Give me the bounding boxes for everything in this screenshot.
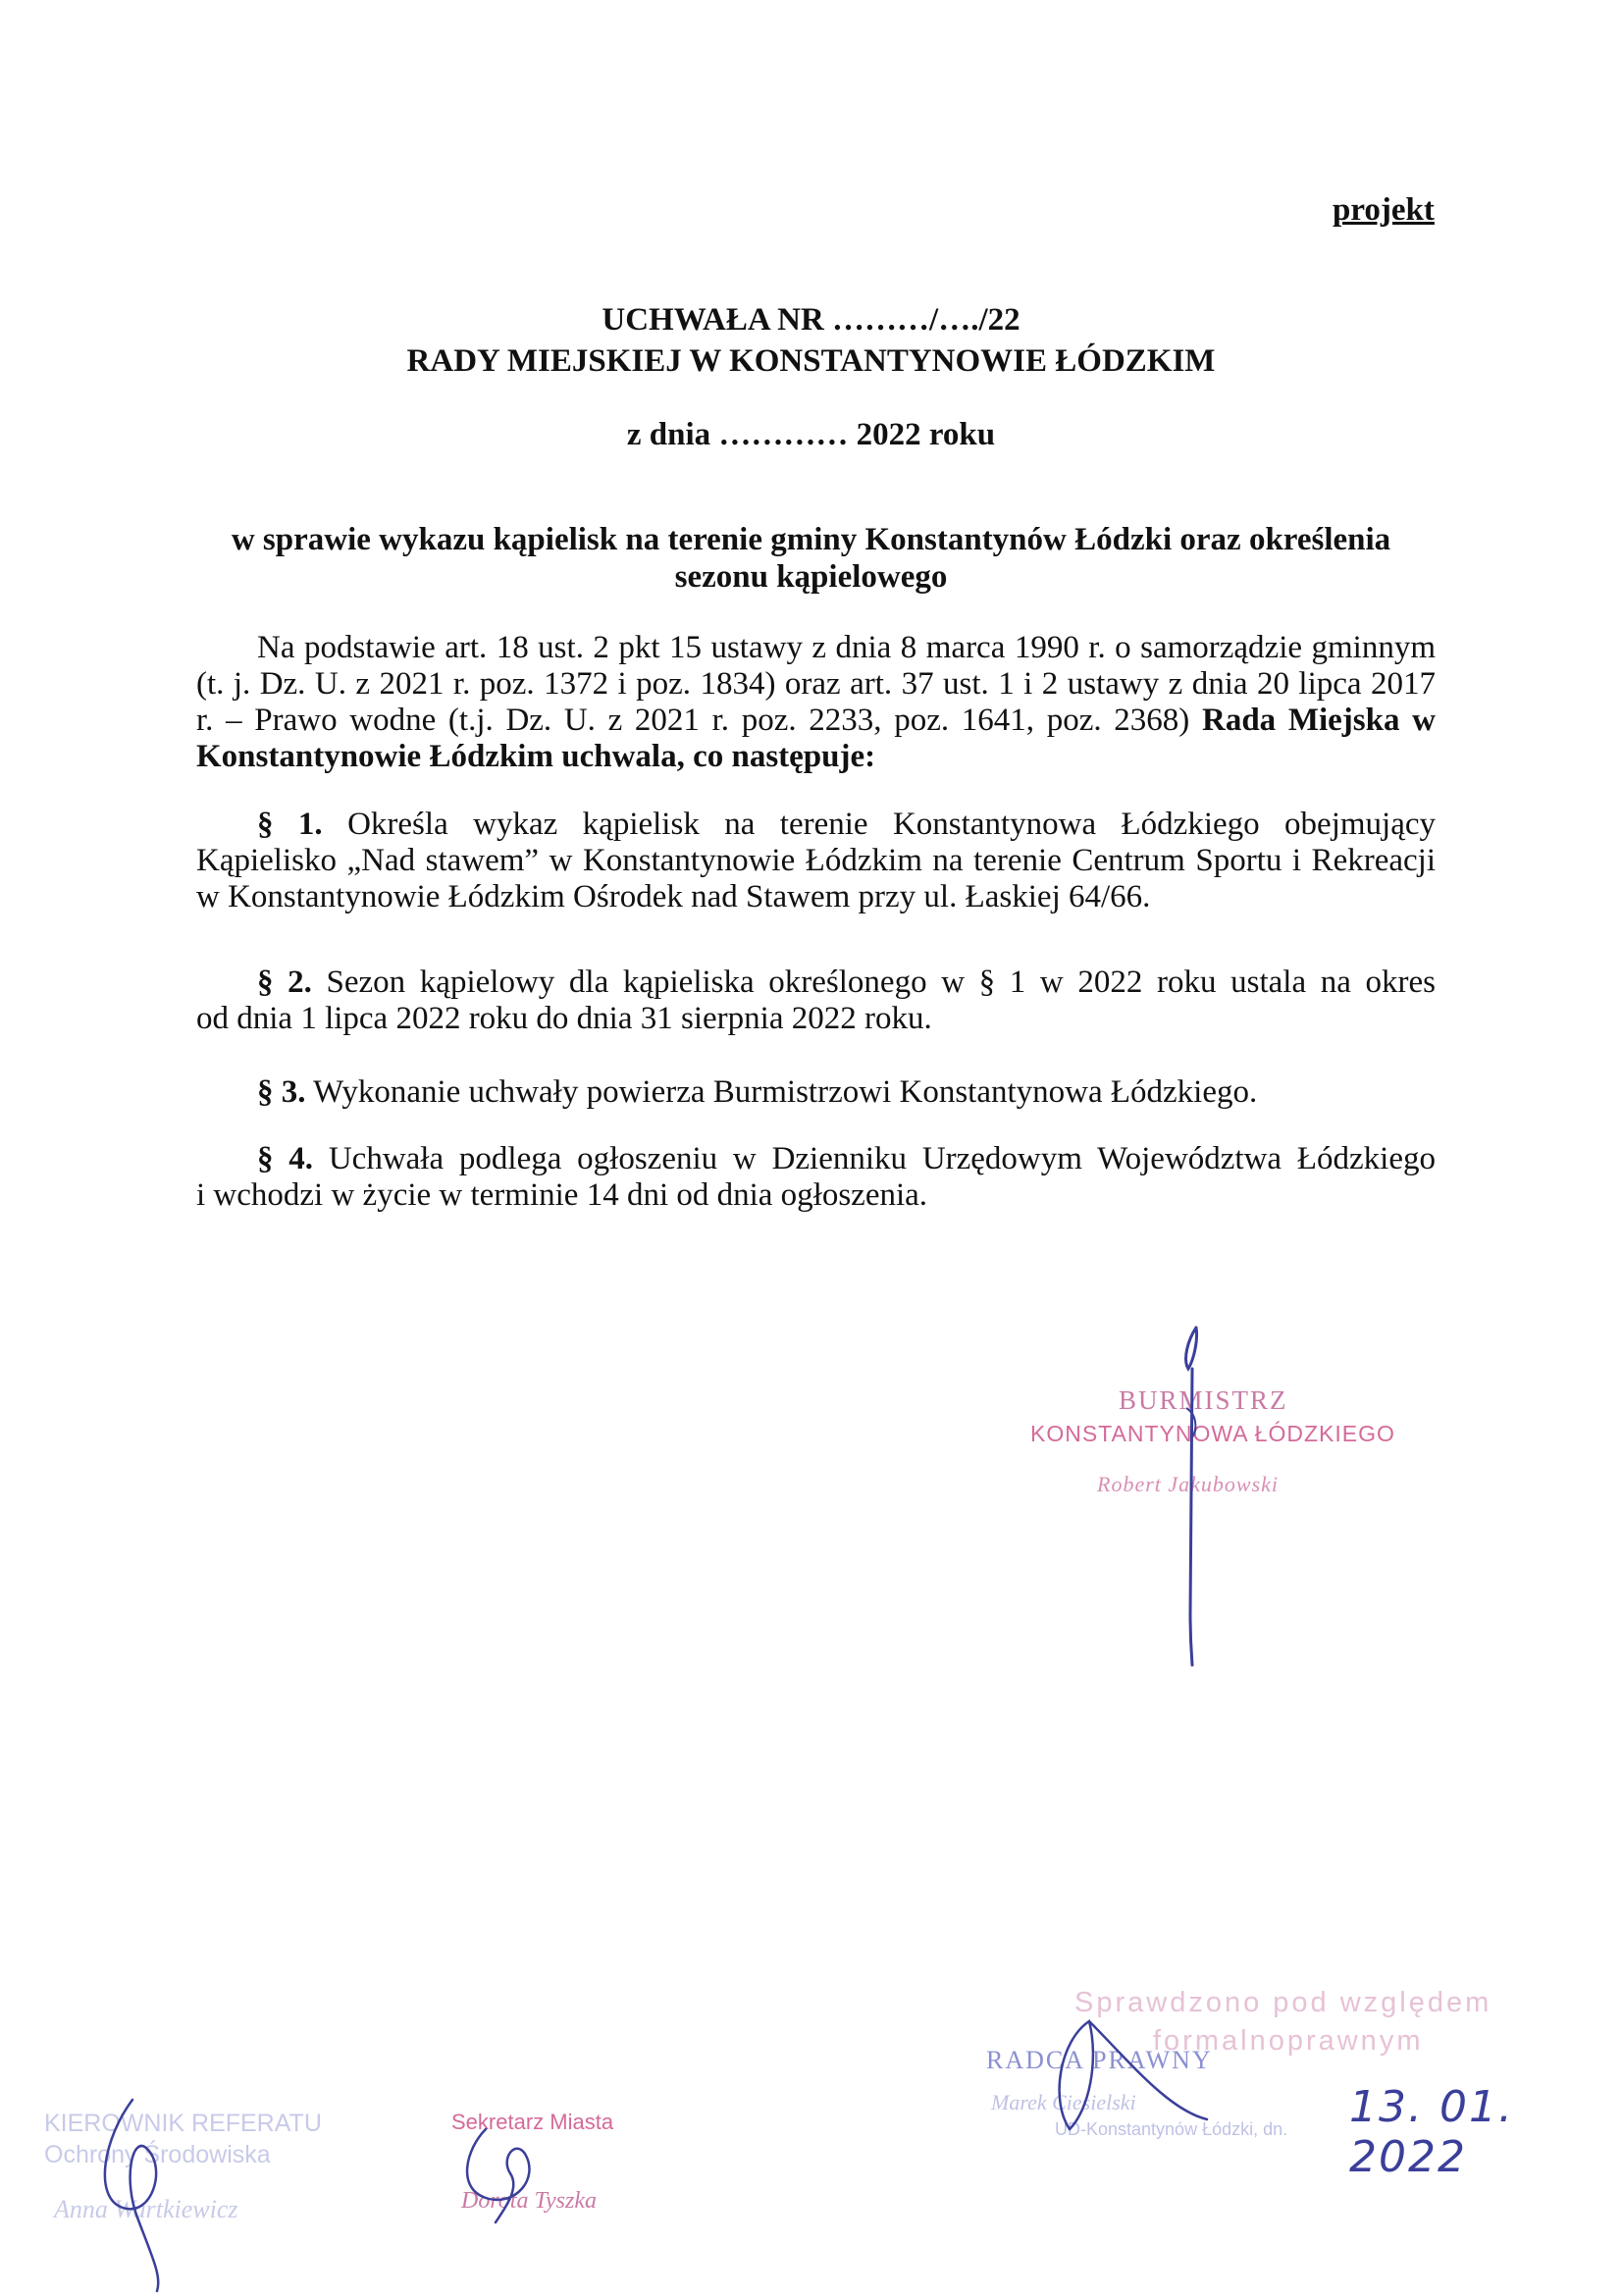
mayor-stamp-title: BURMISTRZ <box>1119 1385 1288 1415</box>
section-line <box>196 1074 1436 1111</box>
section-1 <box>196 807 1436 915</box>
dept-signature <box>74 2080 211 2296</box>
preamble-bold-text: Rada Miejska w <box>1201 703 1437 738</box>
section-text: Uchwała podlega ogłoszeniu w Dzienniku Urzędowym Województwa Łódzkiego <box>328 1141 1436 1176</box>
secretary-stamp-name: Dorota Tyszka <box>461 2188 597 2214</box>
legal-counsel-title: RADCA PRAWNY <box>986 2046 1213 2074</box>
draft-label: projekt <box>1333 192 1435 228</box>
council-name: RADY MIEJSKIEJ W KONSTANTYNOWIE ŁÓDZKIM <box>406 343 1216 379</box>
legal-office-date-label: UD-Konstantynów Łódzki, dn. <box>1055 2119 1288 2139</box>
section-line <box>196 807 1436 843</box>
resolution-date: z dnia ………… 2022 roku <box>626 417 996 452</box>
section-line: Kąpielisko „Nad stawem” w Konstantynowie Łódzkim na terenie Centrum Sportu i Rekreacji <box>196 843 1436 878</box>
section-text: Wykonanie uchwały powierza Burmistrzowi Konstantynowa Łódzkiego. <box>313 1074 1258 1110</box>
section-line <box>196 1141 1436 1177</box>
mayor-stamp-office: KONSTANTYNOWA ŁÓDZKIEGO <box>1030 1421 1395 1446</box>
legal-counsel-name: Marek Ciesielski <box>991 2090 1136 2114</box>
section-line: i wchodzi w życie w terminie 14 dni od dnia ogłoszenia. <box>196 1177 928 1213</box>
section-number: § 1. <box>257 807 323 842</box>
section-number: § 2. <box>257 965 312 1000</box>
secretary-signature <box>446 2100 584 2227</box>
section-4 <box>196 1141 1436 1214</box>
mayor-signature <box>1153 1320 1231 1673</box>
dept-stamp-unit: Ochrony Środowiska <box>44 2141 271 2168</box>
subject-line-2: sezonu kąpielowego <box>674 559 948 595</box>
preamble-line: (t. j. Dz. U. z 2021 r. poz. 1372 i poz. 1834) oraz art. 37 ust. 1 i 2 ustawy z dnia 20 lipca 2017 <box>196 666 1436 702</box>
preamble <box>196 630 1436 775</box>
section-number: § 3. <box>257 1074 306 1110</box>
legal-stamp-line1: Sprawdzono pod względem <box>1074 1987 1492 2018</box>
section-line <box>196 965 1436 1001</box>
legal-check-date: 13. 01. 2022 <box>1349 2082 1514 2182</box>
section-3 <box>196 1074 1436 1111</box>
section-line: od dnia 1 lipca 2022 roku do dnia 31 sierpnia 2022 roku. <box>196 1001 932 1036</box>
section-text: Sezon kąpielowy dla kąpieliska określonego w § 1 w 2022 roku ustala na okres <box>326 965 1437 1000</box>
section-text: Określa wykaz kąpielisk na terenie Konstantynowa Łódzkiego obejmujący <box>347 807 1437 842</box>
dept-stamp-title: KIEROWNIK REFERATU <box>44 2110 322 2137</box>
preamble-line: Konstantynowie Łódzkim uchwala, co następuje: <box>196 739 876 774</box>
resolution-number: UCHWAŁA NR ………/…./22 <box>602 302 1020 338</box>
preamble-text: r. – Prawo wodne (t.j. Dz. U. z 2021 r. poz. 2233, poz. 1641, poz. 2368) <box>196 703 1190 738</box>
dept-stamp-name: Anna Wartkiewicz <box>54 2195 238 2223</box>
legal-counsel-signature <box>1020 2002 1217 2149</box>
preamble-line: Na podstawie art. 18 ust. 2 pkt 15 ustawy z dnia 8 marca 1990 r. o samorządzie gminnym <box>257 630 1436 665</box>
section-number: § 4. <box>257 1141 314 1176</box>
section-2 <box>196 965 1436 1037</box>
legal-stamp-line2: formalnoprawnym <box>1153 2025 1424 2057</box>
secretary-stamp-title: Sekretarz Miasta <box>451 2110 614 2134</box>
preamble-line <box>196 703 1436 739</box>
mayor-stamp-name: Robert Jakubowski <box>1097 1472 1280 1496</box>
section-line: w Konstantynowie Łódzkim Ośrodek nad Stawem przy ul. Łaskiej 64/66. <box>196 879 1151 914</box>
subject-line-1: w sprawie wykazu kąpielisk na terenie gminy Konstantynów Łódzki oraz określenia <box>231 522 1391 557</box>
